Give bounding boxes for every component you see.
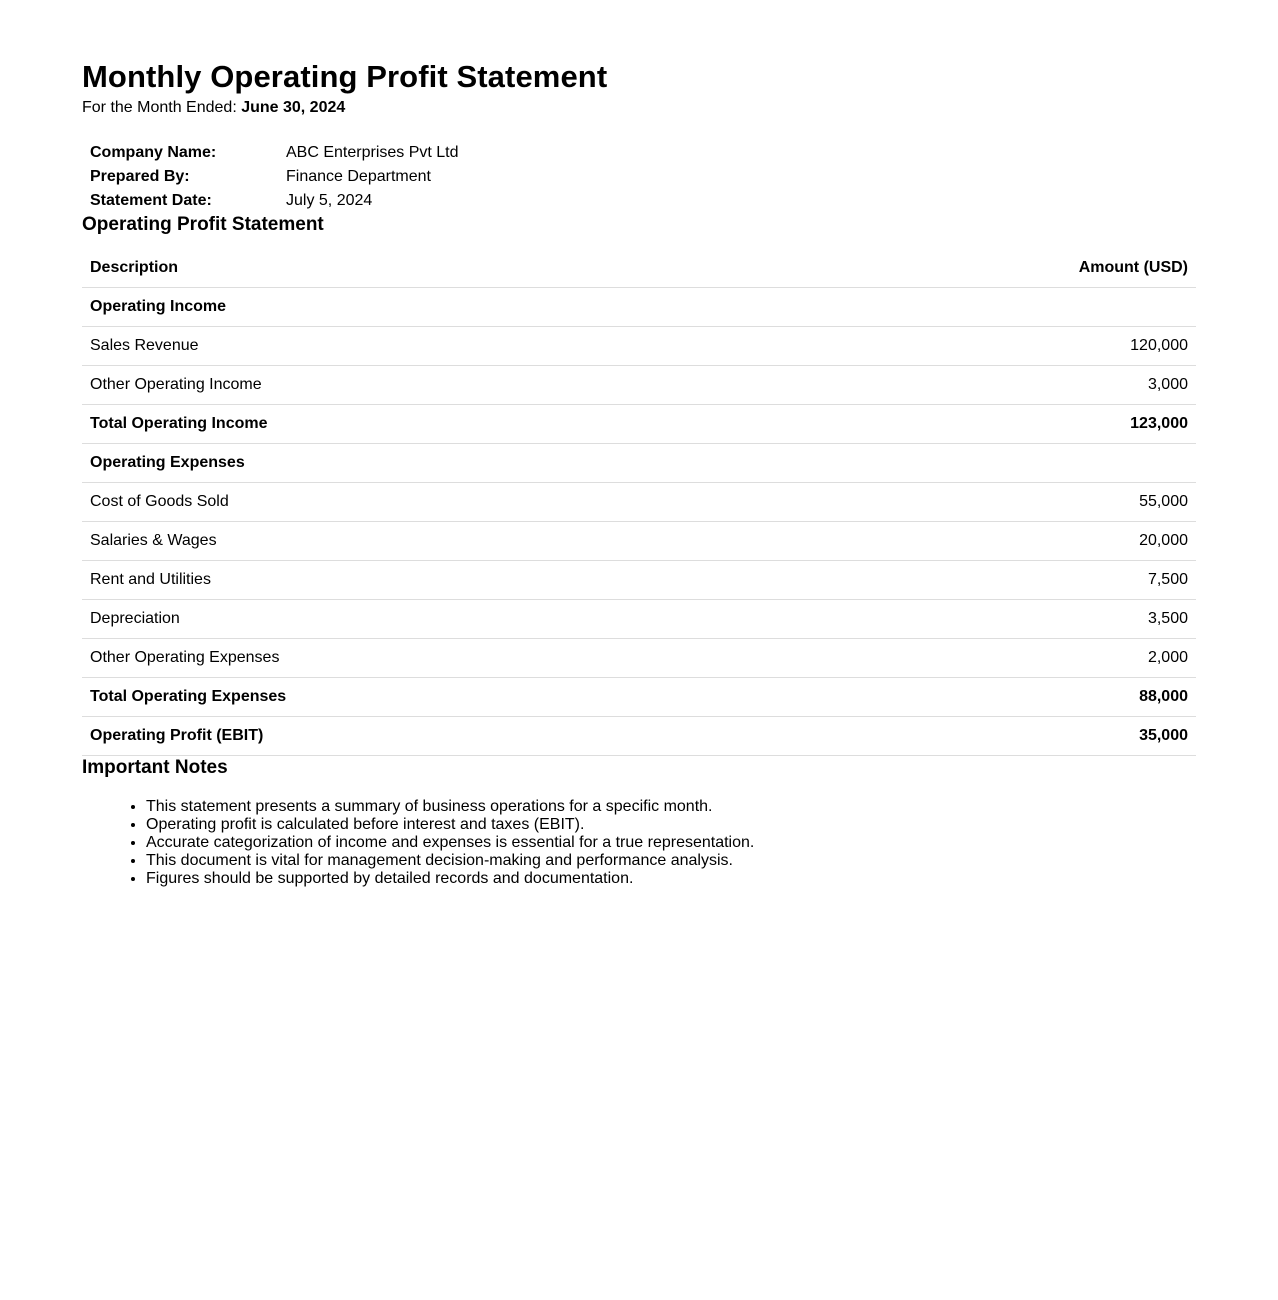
row-amount: 3,500 bbox=[782, 600, 1196, 639]
list-item: • Operating profit is calculated before interest and taxes (EBIT). bbox=[146, 816, 1196, 834]
row-description: Other Operating Income bbox=[82, 366, 782, 405]
statement-period bbox=[82, 98, 1196, 118]
info-value: July 5, 2024 bbox=[286, 192, 373, 209]
table-row-total-operating-expenses bbox=[82, 678, 1196, 717]
company-info-table bbox=[84, 141, 465, 213]
row-description: Total Operating Income bbox=[82, 405, 782, 444]
row-amount: 7,500 bbox=[782, 561, 1196, 600]
info-row-company bbox=[84, 141, 465, 165]
table-row bbox=[82, 483, 1196, 522]
table-row bbox=[82, 522, 1196, 561]
row-description: Sales Revenue bbox=[82, 327, 782, 366]
table-row bbox=[82, 561, 1196, 600]
info-label: Prepared By: bbox=[90, 168, 190, 185]
row-description: Total Operating Expenses bbox=[82, 678, 782, 717]
list-item: • Accurate categorization of income and expenses is essential for a true representation. bbox=[146, 834, 1196, 852]
info-label: Company Name: bbox=[90, 144, 217, 161]
row-amount: 20,000 bbox=[782, 522, 1196, 561]
row-description: Operating Profit (EBIT) bbox=[82, 717, 782, 756]
row-amount: 123,000 bbox=[782, 405, 1196, 444]
table-row bbox=[82, 600, 1196, 639]
row-description: Cost of Goods Sold bbox=[82, 483, 782, 522]
row-amount bbox=[782, 288, 1196, 327]
statement-heading: Operating Profit Statement bbox=[82, 214, 324, 235]
row-description: Other Operating Expenses bbox=[82, 639, 782, 678]
table-header-row bbox=[82, 249, 1196, 288]
page-title: Monthly Operating Profit Statement bbox=[82, 59, 608, 94]
row-amount: 3,000 bbox=[782, 366, 1196, 405]
info-label: Statement Date: bbox=[90, 192, 212, 209]
list-item: • This statement presents a summary of business operations for a specific month. bbox=[146, 798, 1196, 816]
statement-document bbox=[82, 58, 1196, 888]
column-header-amount: Amount (USD) bbox=[782, 249, 1196, 288]
row-description: Operating Income bbox=[82, 288, 782, 327]
row-amount: 88,000 bbox=[782, 678, 1196, 717]
row-amount bbox=[782, 444, 1196, 483]
column-header-description: Description bbox=[82, 249, 782, 288]
table-row bbox=[82, 639, 1196, 678]
profit-statement-table bbox=[82, 249, 1196, 756]
row-description: Rent and Utilities bbox=[82, 561, 782, 600]
table-row-operating-profit bbox=[82, 717, 1196, 756]
row-amount: 55,000 bbox=[782, 483, 1196, 522]
row-description: Operating Expenses bbox=[82, 444, 782, 483]
table-row-total-operating-income bbox=[82, 405, 1196, 444]
row-amount: 120,000 bbox=[782, 327, 1196, 366]
row-description: Depreciation bbox=[82, 600, 782, 639]
row-amount: 2,000 bbox=[782, 639, 1196, 678]
table-row-section-operating-income bbox=[82, 288, 1196, 327]
notes-list bbox=[82, 798, 1196, 888]
info-value: Finance Department bbox=[286, 168, 431, 185]
info-row-statement-date bbox=[84, 189, 465, 213]
table-row bbox=[82, 366, 1196, 405]
period-label: For the Month Ended: bbox=[82, 99, 242, 116]
notes-heading: Important Notes bbox=[82, 757, 228, 778]
period-date: June 30, 2024 bbox=[241, 99, 346, 116]
list-item: • Figures should be supported by detailed records and documentation. bbox=[146, 870, 1196, 888]
row-description: Salaries & Wages bbox=[82, 522, 782, 561]
table-row bbox=[82, 327, 1196, 366]
table-row-section-operating-expenses bbox=[82, 444, 1196, 483]
info-value: ABC Enterprises Pvt Ltd bbox=[286, 144, 459, 161]
info-row-prepared-by bbox=[84, 165, 465, 189]
row-amount: 35,000 bbox=[782, 717, 1196, 756]
list-item: • This document is vital for management decision-making and performance analysis. bbox=[146, 852, 1196, 870]
